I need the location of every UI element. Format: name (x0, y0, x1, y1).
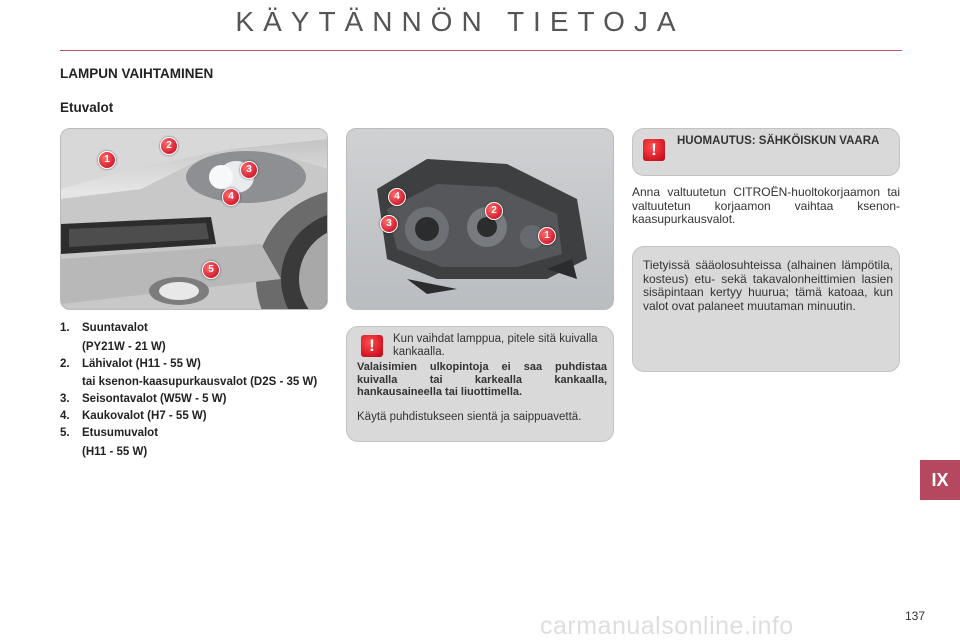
callout-2: 2 (485, 202, 503, 220)
bulb-spec: (PY21W - 21 W) (82, 341, 166, 353)
list-text (82, 358, 330, 389)
callout-5: 5 (202, 261, 220, 279)
callout-2: 2 (160, 137, 178, 155)
callout-3: 3 (380, 215, 398, 233)
hazard-body-text: Anna valtuutetun CITROËN-huoltokorjaamon tai valtuutetun korjaamon vaihtaa ksenon-kaasupurkausvalot. (632, 185, 900, 226)
bulb-spec: (H11 - 55 W) (82, 446, 148, 458)
list-number: 1. (60, 322, 70, 334)
hazard-title: HUOMAUTUS: SÄHKÖISKUN VAARA (677, 135, 880, 147)
list-item (60, 322, 330, 354)
bulb-name: Seisontavalot (W5W - 5 W) (82, 393, 227, 405)
list-number: 4. (60, 410, 70, 422)
list-item (60, 358, 330, 389)
hazard-warning-box (632, 128, 900, 176)
list-number: 5. (60, 427, 70, 439)
chapter-tab (920, 460, 960, 500)
warning-lead-text: Kun vaihdat lamppua, pitele sitä kuivalla kankaalla. (393, 333, 598, 358)
warning-bold-text: Valaisimien ulkopintoja ei saa puhdistaa kuivalla tai karkealla kankaalla, hankausaineella tai liuottimella. (357, 361, 607, 398)
warning-tail-text: Käytä puhdistukseen sientä ja saippuavettä. (357, 411, 582, 423)
bulb-name: Kaukovalot (H7 - 55 W) (82, 410, 207, 422)
list-text (82, 427, 330, 459)
callout-4: 4 (222, 188, 240, 206)
condensation-text: Tietyissä sääolosuhteissa (alhainen lämpötila, kosteus) etu- sekä takavalonheittimien lasien sisäpintaan kertyy huurua; tämä katoaa, kun valot ovat palaneet muutaman minuutin. (643, 258, 893, 313)
car-front-image (60, 128, 328, 310)
watermark: carmanualsonline.info (540, 612, 794, 640)
bulb-name: Etusumuvalot (82, 427, 159, 439)
bulb-name: Suuntavalot (82, 322, 148, 334)
condensation-note-box (632, 246, 900, 372)
handling-warning-box (346, 326, 614, 442)
callout-1: 1 (98, 151, 116, 169)
warning-icon: ! (643, 139, 665, 161)
list-number: 2. (60, 358, 70, 370)
header-divider (60, 50, 902, 51)
section-title: LAMPUN VAIHTAMINEN (60, 66, 214, 81)
bulb-list (60, 322, 330, 463)
bulb-spec: tai ksenon-kaasupurkausvalot (D2S - 35 W) (82, 376, 318, 388)
list-number: 3. (60, 393, 70, 405)
callout-3: 3 (240, 161, 258, 179)
page-title: KÄYTÄNNÖN TIETOJA (235, 6, 685, 37)
list-item (60, 427, 330, 459)
warning-icon: ! (361, 335, 383, 357)
list-text (82, 322, 330, 354)
callout-4: 4 (388, 188, 406, 206)
subsection-title: Etuvalot (60, 100, 114, 115)
list-item (60, 393, 330, 406)
headlamp-rear-image (346, 128, 614, 310)
page-number: 137 (905, 609, 926, 623)
list-item (60, 410, 330, 423)
callout-1: 1 (538, 227, 556, 245)
chapter-label: IX (931, 470, 949, 490)
bulb-name: Lähivalot (H11 - 55 W) (82, 358, 201, 370)
